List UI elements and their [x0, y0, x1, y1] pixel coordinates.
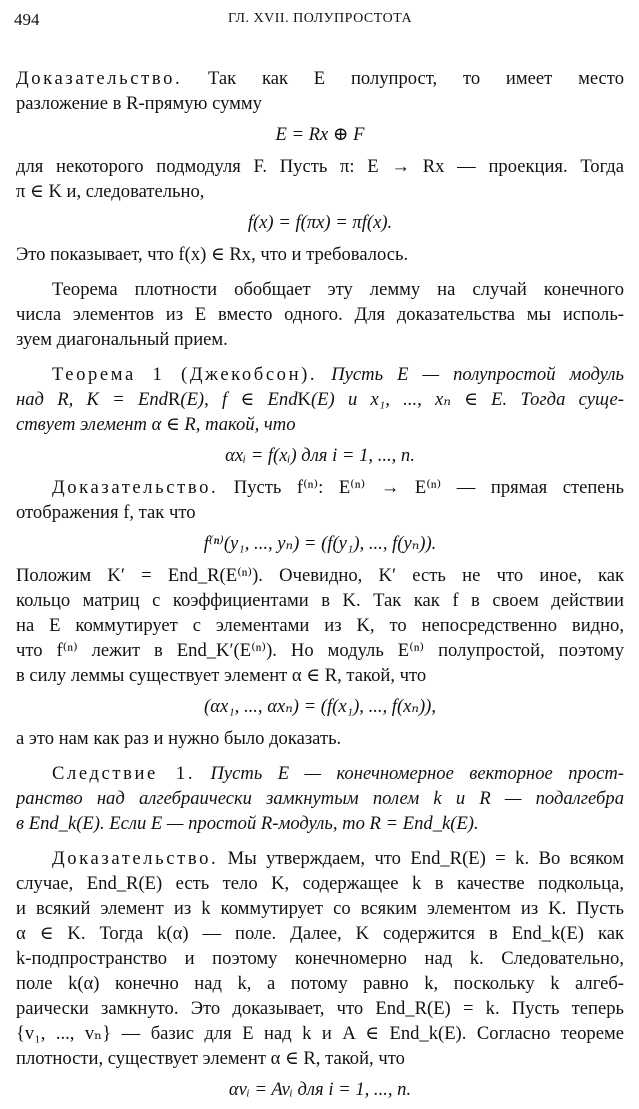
text-span: для некоторого подмодуля F. Пусть π: E → Rx — проекция. Тогда	[16, 156, 624, 177]
text-line	[16, 179, 624, 204]
text-span: а это нам как раз и нужно было доказать.	[16, 728, 342, 749]
text-span: π ∈ K и, следовательно,	[16, 181, 205, 202]
paragraph-gap	[16, 751, 624, 761]
text-span: Это показывает, что f(x) ∈ Rx, что и требовалось.	[16, 244, 409, 265]
text-span: Теорема плотности обобщает эту лемму на случай конечного	[52, 279, 624, 300]
text-span: Мы утверждаем, что End_R(E) = k. Во всяком	[218, 848, 624, 869]
text-span: Пусть E — конечномерное векторное прост-	[195, 763, 624, 784]
text-span: плотности, существует элемент α ∈ R, такой, что	[16, 1048, 405, 1069]
text-line	[16, 242, 624, 267]
text-span: на E коммутирует с элементами из K, то непосредственно видно,	[16, 615, 624, 636]
text-line	[16, 786, 624, 811]
text-span: k-подпространство и поэтому конечномерно над k. Следовательно,	[16, 948, 624, 969]
text-line	[16, 921, 624, 946]
text-line	[16, 475, 624, 500]
text-line	[16, 387, 624, 412]
text-span: отображения f, так что	[16, 502, 196, 523]
text-line	[16, 302, 624, 327]
text-line	[16, 66, 624, 91]
text-line	[16, 327, 624, 352]
display-equation	[16, 443, 624, 468]
text-line	[16, 811, 624, 836]
text-line	[16, 588, 624, 613]
spaced-heading: Теорема 1 (Джекобсон).	[52, 364, 318, 385]
text-line	[16, 946, 624, 971]
text-line	[16, 638, 624, 663]
text-span: кольцо матриц с коэффициентами в K. Так как f в своем действии	[16, 590, 624, 611]
text-line	[16, 277, 624, 302]
text-line	[16, 613, 624, 638]
text-line	[16, 500, 624, 525]
display-equation	[16, 531, 624, 556]
text-span: f⁽ⁿ⁾(y₁, ..., yₙ) = (f(y₁), ..., f(yₙ)).	[203, 533, 437, 554]
text-line	[16, 846, 624, 871]
text-line	[16, 1021, 624, 1046]
text-span: α ∈ K. Тогда k(α) — поле. Далее, K содержится в End_k(E) как	[16, 923, 624, 944]
display-equation	[16, 1077, 624, 1102]
text-span: в End_k(E). Если E — простой R-модуль, то R = End_k(E).	[16, 813, 479, 834]
text-span: ствует элемент α ∈ R, такой, что	[16, 414, 296, 435]
text-span: над R, K = End	[16, 389, 168, 410]
running-head: ГЛ. XVII. ПОЛУПРОСТОТА	[228, 11, 413, 26]
text-span: ранство над алгебраически замкнутым полем k и R — подалгебра	[16, 788, 624, 809]
text-span: и всякий элемент из k коммутирует со всяким элементом из K. Пусть	[16, 898, 624, 919]
text-line	[16, 154, 624, 179]
text-line	[16, 971, 624, 996]
display-equation	[16, 122, 624, 147]
text-span: Пусть E — полупростой модуль	[317, 364, 624, 385]
text-span: в силу леммы существует элемент α ∈ R, такой, что	[16, 665, 427, 686]
text-span: K	[297, 389, 311, 410]
text-line	[16, 91, 624, 116]
page-header	[14, 8, 626, 34]
spaced-heading: Следствие 1.	[52, 763, 196, 784]
text-span: (αx₁, ..., αxₙ) = (f(x₁), ..., f(xₙ)),	[204, 696, 436, 717]
text-span: f(x) = f(πx) = πf(x).	[247, 212, 393, 233]
text-span: αvᵢ = Avᵢ для i = 1, ..., n.	[228, 1079, 412, 1100]
text-line	[16, 563, 624, 588]
spaced-heading: Доказательство.	[52, 477, 219, 498]
page-body	[16, 66, 624, 1109]
text-span: зуем диагональный прием.	[16, 329, 228, 350]
text-span: случае, End_R(E) есть тело K, содержащее k в качестве подкольца,	[16, 873, 624, 894]
text-span: разложение в R-прямую сумму	[16, 93, 262, 114]
text-span: {v₁, ..., vₙ} — базис для E над k и A ∈ End_k(E). Согласно теореме	[16, 1023, 624, 1044]
text-span: числа элементов из E вместо одного. Для доказательства мы исполь-	[16, 304, 624, 325]
text-span: Положим K′ = End_R(E⁽ⁿ⁾). Очевидно, K′ есть не что иное, как	[16, 565, 624, 586]
text-span: E = Rx ⊕ F	[275, 124, 365, 145]
text-line	[16, 726, 624, 751]
text-line	[16, 896, 624, 921]
page-number: 494	[14, 10, 40, 29]
text-line	[16, 362, 624, 387]
text-span: (E), f ∈ End	[180, 389, 298, 410]
text-span: αxᵢ = f(xᵢ) для i = 1, ..., n.	[225, 445, 415, 466]
text-span: что f⁽ⁿ⁾ лежит в End_K′(E⁽ⁿ⁾). Но модуль E⁽ⁿ⁾ полупростой, поэтому	[16, 640, 624, 661]
text-line	[16, 871, 624, 896]
text-span: Пусть f⁽ⁿ⁾: E⁽ⁿ⁾ → E⁽ⁿ⁾ — прямая степень	[218, 477, 624, 498]
text-line	[16, 1046, 624, 1071]
text-span: раически замкнуто. Это доказывает, что End_R(E) = k. Пусть теперь	[16, 998, 624, 1019]
spaced-heading: Доказательство.	[52, 848, 219, 869]
display-equation	[16, 210, 624, 235]
paragraph-gap	[16, 836, 624, 846]
display-equation	[16, 694, 624, 719]
text-line	[16, 761, 624, 786]
text-span: Так как E полупрост, то имеет место	[182, 68, 624, 89]
text-span: R	[167, 389, 181, 410]
text-line	[16, 412, 624, 437]
spaced-heading: Доказательство.	[16, 68, 183, 89]
paragraph-gap	[16, 352, 624, 362]
text-line	[16, 663, 624, 688]
text-span: поле k(α) конечно над k, а потому равно k, поскольку k алгеб-	[16, 973, 624, 994]
paragraph-gap	[16, 267, 624, 277]
text-span: (E) и x₁, ..., xₙ ∈ E. Тогда суще-	[310, 389, 624, 410]
